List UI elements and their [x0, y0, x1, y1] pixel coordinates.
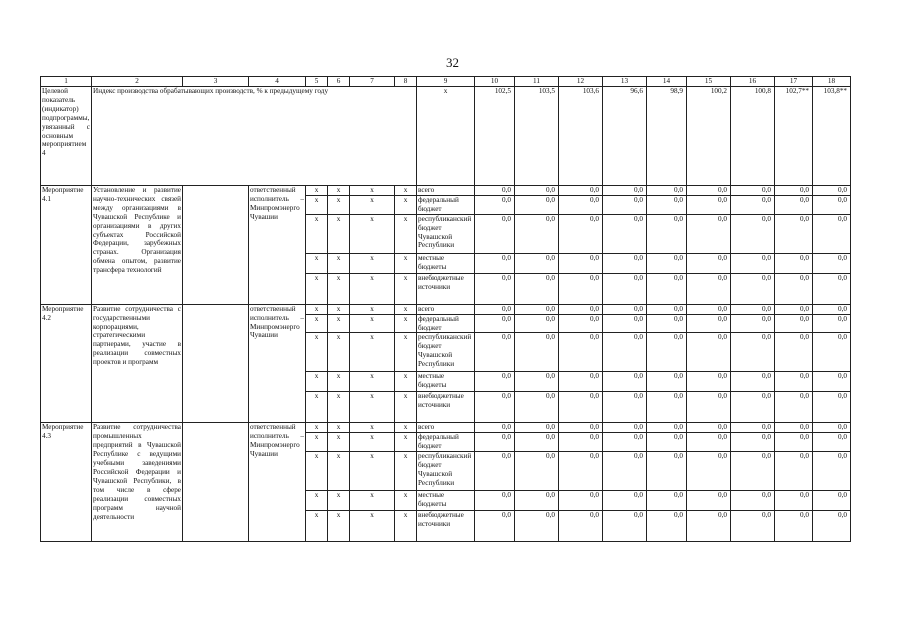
funding-value: 0,0 — [475, 273, 515, 304]
funding-value: 0,0 — [647, 452, 687, 491]
column-number: 17 — [775, 77, 813, 87]
budget-code: х — [306, 314, 328, 333]
funding-value: 0,0 — [475, 253, 515, 273]
funding-value: 0,0 — [475, 333, 515, 372]
event-executor: ответственный исполнитель – Минпромэнерго Чувашии — [249, 423, 306, 542]
funding-value: 0,0 — [559, 273, 603, 304]
budget-code: х — [350, 491, 395, 511]
funding-value: 0,0 — [775, 452, 813, 491]
funding-value: 0,0 — [731, 511, 775, 542]
funding-source: внебюджетные источники — [417, 511, 475, 542]
funding-value: 0,0 — [559, 304, 603, 314]
funding-value: 0,0 — [475, 314, 515, 333]
budget-code: х — [328, 511, 350, 542]
funding-value: 0,0 — [475, 195, 515, 214]
funding-value: 0,0 — [515, 333, 559, 372]
funding-value: 0,0 — [475, 214, 515, 253]
budget-code: х — [306, 253, 328, 273]
funding-value: 0,0 — [813, 195, 851, 214]
funding-value: 0,0 — [775, 491, 813, 511]
column-number: 13 — [603, 77, 647, 87]
budget-code: х — [350, 372, 395, 392]
funding-value: 0,0 — [559, 195, 603, 214]
funding-value: 0,0 — [775, 392, 813, 423]
funding-source: федеральный бюджет — [417, 433, 475, 452]
funding-value: 0,0 — [775, 186, 813, 196]
funding-value: 0,0 — [813, 511, 851, 542]
funding-source: федеральный бюджет — [417, 314, 475, 333]
funding-value: 0,0 — [813, 423, 851, 433]
funding-value: 0,0 — [515, 372, 559, 392]
budget-code: х — [306, 491, 328, 511]
funding-value: 0,0 — [603, 195, 647, 214]
column-number: 12 — [559, 77, 603, 87]
funding-value: 0,0 — [731, 253, 775, 273]
funding-value: 0,0 — [559, 253, 603, 273]
event-label: Мероприятие 4.1 — [41, 186, 92, 305]
budget-code: х — [395, 433, 417, 452]
budget-code: х — [395, 195, 417, 214]
funding-value: 0,0 — [775, 423, 813, 433]
funding-value: 0,0 — [603, 214, 647, 253]
funding-source: федеральный бюджет — [417, 195, 475, 214]
column-number: 14 — [647, 77, 687, 87]
budget-code: х — [306, 392, 328, 423]
budget-code: х — [350, 253, 395, 273]
column-number: 16 — [731, 77, 775, 87]
indicator-row — [41, 87, 851, 186]
column-number: 10 — [475, 77, 515, 87]
financing-table — [40, 76, 851, 542]
funding-source: местные бюджеты — [417, 372, 475, 392]
budget-code: х — [328, 214, 350, 253]
funding-value: 0,0 — [813, 253, 851, 273]
funding-value: 0,0 — [687, 214, 731, 253]
funding-value: 0,0 — [731, 304, 775, 314]
funding-value: 0,0 — [647, 195, 687, 214]
funding-value: 0,0 — [731, 186, 775, 196]
funding-value: 0,0 — [515, 273, 559, 304]
funding-value: 0,0 — [731, 491, 775, 511]
indicator-label: Целевой показатель (индикатор) подпрограммы, увязанный с основным мероприятием 4 — [41, 87, 92, 186]
funding-value: 0,0 — [731, 372, 775, 392]
funding-source: местные бюджеты — [417, 491, 475, 511]
budget-code: х — [350, 433, 395, 452]
budget-code: х — [395, 273, 417, 304]
funding-value: 0,0 — [687, 253, 731, 273]
funding-value: 0,0 — [559, 372, 603, 392]
funding-value: 0,0 — [687, 423, 731, 433]
budget-code: х — [395, 186, 417, 196]
budget-code: х — [395, 491, 417, 511]
column-number: 9 — [417, 77, 475, 87]
funding-value: 0,0 — [647, 273, 687, 304]
funding-value: 0,0 — [687, 372, 731, 392]
indicator-value: 103,5 — [515, 87, 559, 186]
funding-value: 0,0 — [775, 314, 813, 333]
budget-code: х — [306, 511, 328, 542]
funding-value: 0,0 — [603, 433, 647, 452]
funding-value: 0,0 — [475, 491, 515, 511]
funding-value: 0,0 — [687, 511, 731, 542]
funding-value: 0,0 — [515, 511, 559, 542]
funding-value: 0,0 — [559, 333, 603, 372]
budget-code: х — [350, 333, 395, 372]
funding-value: 0,0 — [647, 214, 687, 253]
funding-source: республиканский бюджет Чувашской Республики — [417, 452, 475, 491]
funding-source: внебюджетные источники — [417, 392, 475, 423]
funding-source: республиканский бюджет Чувашской Республики — [417, 214, 475, 253]
funding-value: 0,0 — [515, 195, 559, 214]
budget-code: х — [306, 273, 328, 304]
funding-value: 0,0 — [687, 314, 731, 333]
budget-code: х — [395, 392, 417, 423]
budget-code: х — [350, 195, 395, 214]
funding-value: 0,0 — [515, 491, 559, 511]
budget-code: х — [350, 214, 395, 253]
funding-value: 0,0 — [775, 433, 813, 452]
budget-code: х — [306, 304, 328, 314]
indicator-value: 100,8 — [731, 87, 775, 186]
funding-value: 0,0 — [813, 392, 851, 423]
budget-code: х — [350, 423, 395, 433]
funding-value: 0,0 — [813, 433, 851, 452]
event-executor: ответственный исполнитель – Минпромэнерго Чувашии — [249, 186, 306, 305]
budget-code: х — [328, 392, 350, 423]
funding-value: 0,0 — [603, 423, 647, 433]
funding-value: 0,0 — [475, 392, 515, 423]
funding-value: 0,0 — [647, 423, 687, 433]
budget-code: х — [306, 214, 328, 253]
funding-value: 0,0 — [603, 314, 647, 333]
funding-value: 0,0 — [475, 433, 515, 452]
column-number: 8 — [395, 77, 417, 87]
column-number: 1 — [41, 77, 92, 87]
budget-code: х — [328, 423, 350, 433]
funding-value: 0,0 — [603, 253, 647, 273]
funding-value: 0,0 — [515, 433, 559, 452]
funding-value: 0,0 — [731, 273, 775, 304]
event-name: Установление и развитие научно-технических связей между организациями в Чувашской Республике и организациями в других субъектах Российской Федерации, зарубежных странах. Организация обмена опытом, развитие трансфера технологий — [92, 186, 183, 305]
funding-value: 0,0 — [731, 314, 775, 333]
budget-code: х — [395, 314, 417, 333]
financing-row — [41, 304, 851, 314]
budget-code: х — [328, 304, 350, 314]
funding-source: всего — [417, 423, 475, 433]
funding-value: 0,0 — [731, 392, 775, 423]
column-number: 11 — [515, 77, 559, 87]
event-col3 — [183, 304, 249, 423]
column-number: 18 — [813, 77, 851, 87]
funding-value: 0,0 — [647, 314, 687, 333]
funding-value: 0,0 — [603, 491, 647, 511]
column-number: 3 — [183, 77, 249, 87]
funding-value: 0,0 — [559, 491, 603, 511]
funding-value: 0,0 — [687, 333, 731, 372]
indicator-value: 103,8** — [813, 87, 851, 186]
budget-code: х — [350, 452, 395, 491]
funding-value: 0,0 — [559, 186, 603, 196]
funding-value: 0,0 — [559, 433, 603, 452]
budget-code: х — [350, 186, 395, 196]
funding-source: всего — [417, 186, 475, 196]
funding-value: 0,0 — [475, 511, 515, 542]
column-number: 2 — [92, 77, 183, 87]
funding-value: 0,0 — [515, 186, 559, 196]
funding-value: 0,0 — [813, 214, 851, 253]
budget-code: х — [328, 253, 350, 273]
funding-value: 0,0 — [647, 491, 687, 511]
budget-code: х — [328, 195, 350, 214]
funding-value: 0,0 — [813, 491, 851, 511]
budget-code: х — [395, 423, 417, 433]
budget-code: х — [328, 186, 350, 196]
budget-code: х — [306, 452, 328, 491]
budget-code: х — [328, 372, 350, 392]
budget-code: х — [328, 273, 350, 304]
event-executor: ответственный исполнитель – Минпромэнерго Чувашии — [249, 304, 306, 423]
funding-value: 0,0 — [687, 452, 731, 491]
funding-value: 0,0 — [603, 186, 647, 196]
funding-value: 0,0 — [475, 452, 515, 491]
funding-value: 0,0 — [775, 511, 813, 542]
funding-value: 0,0 — [559, 314, 603, 333]
indicator-col9: х — [417, 87, 475, 186]
funding-value: 0,0 — [515, 452, 559, 491]
funding-value: 0,0 — [647, 392, 687, 423]
funding-value: 0,0 — [731, 423, 775, 433]
budget-code: х — [306, 372, 328, 392]
column-number: 15 — [687, 77, 731, 87]
funding-value: 0,0 — [813, 452, 851, 491]
budget-code: х — [350, 304, 395, 314]
funding-value: 0,0 — [515, 304, 559, 314]
funding-value: 0,0 — [687, 491, 731, 511]
funding-value: 0,0 — [647, 304, 687, 314]
column-number: 6 — [328, 77, 350, 87]
funding-value: 0,0 — [475, 186, 515, 196]
funding-value: 0,0 — [647, 333, 687, 372]
indicator-value: 102,5 — [475, 87, 515, 186]
financing-row — [41, 423, 851, 433]
budget-code: х — [328, 333, 350, 372]
funding-value: 0,0 — [731, 433, 775, 452]
budget-code: х — [395, 214, 417, 253]
funding-value: 0,0 — [813, 372, 851, 392]
funding-source: всего — [417, 304, 475, 314]
funding-value: 0,0 — [775, 372, 813, 392]
budget-code: х — [328, 491, 350, 511]
funding-value: 0,0 — [813, 186, 851, 196]
funding-value: 0,0 — [687, 186, 731, 196]
funding-value: 0,0 — [647, 372, 687, 392]
funding-value: 0,0 — [813, 304, 851, 314]
indicator-value: 103,6 — [559, 87, 603, 186]
funding-value: 0,0 — [775, 304, 813, 314]
funding-value: 0,0 — [603, 452, 647, 491]
budget-code: х — [395, 452, 417, 491]
funding-value: 0,0 — [603, 304, 647, 314]
funding-source: местные бюджеты — [417, 253, 475, 273]
indicator-value: 100,2 — [687, 87, 731, 186]
budget-code: х — [395, 511, 417, 542]
budget-code: х — [306, 186, 328, 196]
budget-code: х — [306, 195, 328, 214]
funding-value: 0,0 — [687, 195, 731, 214]
column-number: 4 — [249, 77, 306, 87]
funding-value: 0,0 — [813, 314, 851, 333]
budget-code: х — [328, 433, 350, 452]
funding-value: 0,0 — [647, 433, 687, 452]
funding-value: 0,0 — [775, 195, 813, 214]
event-col3 — [183, 186, 249, 305]
funding-value: 0,0 — [603, 392, 647, 423]
indicator-name: Индекс производства обрабатывающих производств, % к предыдущему году — [92, 87, 417, 186]
funding-value: 0,0 — [775, 333, 813, 372]
funding-source: внебюджетные источники — [417, 273, 475, 304]
budget-code: х — [350, 511, 395, 542]
funding-value: 0,0 — [559, 392, 603, 423]
funding-value: 0,0 — [731, 452, 775, 491]
financing-row — [41, 186, 851, 196]
funding-value: 0,0 — [559, 511, 603, 542]
budget-code: х — [350, 273, 395, 304]
funding-value: 0,0 — [731, 333, 775, 372]
funding-value: 0,0 — [559, 423, 603, 433]
indicator-value: 102,7** — [775, 87, 813, 186]
funding-value: 0,0 — [813, 333, 851, 372]
funding-value: 0,0 — [515, 314, 559, 333]
funding-value: 0,0 — [775, 214, 813, 253]
funding-source: республиканский бюджет Чувашской Республики — [417, 333, 475, 372]
funding-value: 0,0 — [475, 423, 515, 433]
budget-code: х — [350, 314, 395, 333]
funding-value: 0,0 — [475, 372, 515, 392]
funding-value: 0,0 — [687, 392, 731, 423]
budget-code: х — [306, 433, 328, 452]
funding-value: 0,0 — [647, 253, 687, 273]
indicator-value: 96,6 — [603, 87, 647, 186]
funding-value: 0,0 — [813, 273, 851, 304]
budget-code: х — [328, 314, 350, 333]
funding-value: 0,0 — [775, 273, 813, 304]
funding-value: 0,0 — [775, 253, 813, 273]
funding-value: 0,0 — [515, 253, 559, 273]
funding-value: 0,0 — [647, 186, 687, 196]
page-number: 32 — [446, 55, 459, 70]
funding-value: 0,0 — [687, 433, 731, 452]
event-col3 — [183, 423, 249, 542]
funding-value: 0,0 — [475, 304, 515, 314]
event-label: Мероприятие 4.2 — [41, 304, 92, 423]
column-number-row — [41, 77, 851, 87]
event-name: Развитие сотрудничества промышленных предприятий в Чувашской Республике с ведущими учебными заведениями Российской Федерации и Чувашской Республики, в том числе в сфере реализации совместных программ научной деятельности — [92, 423, 183, 542]
column-number: 7 — [350, 77, 395, 87]
funding-value: 0,0 — [559, 452, 603, 491]
event-label: Мероприятие 4.3 — [41, 423, 92, 542]
budget-code: х — [395, 253, 417, 273]
indicator-value: 98,9 — [647, 87, 687, 186]
budget-code: х — [395, 333, 417, 372]
funding-value: 0,0 — [603, 273, 647, 304]
funding-value: 0,0 — [515, 423, 559, 433]
budget-code: х — [328, 452, 350, 491]
funding-value: 0,0 — [731, 195, 775, 214]
column-number: 5 — [306, 77, 328, 87]
funding-value: 0,0 — [731, 214, 775, 253]
budget-code: х — [395, 372, 417, 392]
budget-code: х — [306, 423, 328, 433]
event-name: Развитие сотрудничества с государственными корпорациями, стратегическими партнерами, участие в реализации совместных проектов и программ — [92, 304, 183, 423]
funding-value: 0,0 — [603, 372, 647, 392]
funding-value: 0,0 — [687, 273, 731, 304]
budget-code: х — [395, 304, 417, 314]
funding-value: 0,0 — [603, 333, 647, 372]
funding-value: 0,0 — [603, 511, 647, 542]
funding-value: 0,0 — [687, 304, 731, 314]
budget-code: х — [306, 333, 328, 372]
funding-value: 0,0 — [515, 392, 559, 423]
funding-value: 0,0 — [559, 214, 603, 253]
budget-code: х — [350, 392, 395, 423]
funding-value: 0,0 — [515, 214, 559, 253]
funding-value: 0,0 — [647, 511, 687, 542]
